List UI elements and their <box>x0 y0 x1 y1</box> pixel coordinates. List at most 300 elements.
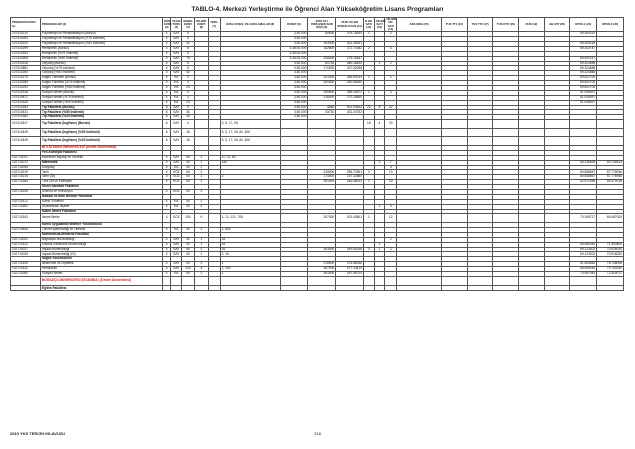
table-cell <box>385 137 397 146</box>
table-cell: 57.776946 <box>597 170 624 175</box>
table-cell: 3.50.000 <box>280 66 308 71</box>
table-cell: 3 <box>385 204 397 209</box>
table-cell: 1 <box>194 242 208 247</box>
table-cell: 3 <box>182 76 195 81</box>
table-cell: 102710260 <box>11 271 41 276</box>
table-cell: 6 <box>162 110 171 115</box>
table-cell: 36 <box>182 110 195 115</box>
table-cell: 61.008597 <box>570 95 597 100</box>
table-cell: 2 <box>363 170 374 175</box>
empty-cell <box>519 286 545 291</box>
table-cell <box>208 120 220 129</box>
table-cell: 107410263 <box>11 37 41 42</box>
table-cell: 431.23752 <box>336 110 364 115</box>
table-cell: 5 <box>182 46 195 51</box>
table-cell <box>597 120 624 129</box>
table-cell: Moleküler Biyoloji ve Genetik <box>40 155 162 160</box>
table-cell: Fizyoterapi ve Rehabilitasyon (Burslu) <box>40 32 162 37</box>
table-cell: 107410303 <box>11 51 41 56</box>
section-label: İktisadi ve İdari Bilimler Fakültesi <box>41 194 93 199</box>
table-cell: SAY <box>171 56 182 61</box>
table-cell <box>467 137 493 146</box>
table-cell <box>597 137 624 146</box>
table-cell: 1 <box>194 160 208 165</box>
table-cell: 65.138828 <box>570 160 597 165</box>
table-cell: 5 <box>182 51 195 56</box>
table-cell <box>442 128 468 137</box>
table-cell: 69.324689 <box>570 61 597 66</box>
footer-page-number: 318 <box>314 431 321 436</box>
table-cell: 13 <box>385 170 397 175</box>
table-cell: 61.064682 <box>570 262 597 267</box>
program-row <box>11 120 624 129</box>
column-header: OK.BİR. SAYI (13) <box>374 18 385 32</box>
table-cell: 170000 <box>308 66 336 71</box>
empty-cell <box>182 276 195 286</box>
empty-cell <box>493 276 519 286</box>
table-cell: EA <box>171 76 182 81</box>
table-cell: 24 <box>182 100 195 105</box>
table-cell <box>493 128 519 137</box>
empty-cell <box>570 286 597 291</box>
table-cell: EA <box>171 95 182 100</box>
program-row <box>11 128 624 137</box>
table-cell: 2 <box>385 247 397 252</box>
table-cell: 2 <box>385 237 397 242</box>
table-cell: 2 <box>363 46 374 51</box>
table-cell: 5 <box>182 61 195 66</box>
table-cell <box>336 128 364 137</box>
empty-cell <box>280 276 308 286</box>
table-cell: 249.60246 <box>336 247 364 252</box>
table-cell: 69.302747 <box>570 46 597 51</box>
table-cell: 107410326 <box>11 100 41 105</box>
table-cell: 107410871 <box>11 95 41 100</box>
table-cell <box>363 137 374 146</box>
table-cell: 4 <box>162 56 171 61</box>
table-cell: SAY <box>171 46 182 51</box>
table-cell: SÖZ <box>171 180 182 185</box>
table-cell: 60 <box>182 247 195 252</box>
table-cell: Bilgisayar Mühendisliği <box>40 237 162 242</box>
table-cell: SÖZ <box>171 190 182 195</box>
table-cell: 33730 <box>308 110 336 115</box>
table-cell <box>397 120 442 129</box>
table-cell: SÖZ <box>171 175 182 180</box>
table-cell: 102710034 <box>11 165 41 170</box>
table-cell: 285.50134 <box>336 76 364 81</box>
table-cell: 30 <box>182 237 195 242</box>
table-cell: 260.58050 <box>336 81 364 86</box>
table-cell: SAY <box>171 41 182 46</box>
table-cell: 102710249 <box>11 190 41 195</box>
table-cell: 30 <box>385 120 397 129</box>
column-header: DUS (19) <box>519 18 545 32</box>
table-cell <box>493 137 519 146</box>
table-cell: 6 <box>162 120 171 129</box>
table-cell: 1 <box>194 237 208 242</box>
programs-table <box>10 17 624 291</box>
table-cell: 107410293 <box>11 85 41 90</box>
table-cell: SAY <box>171 71 182 76</box>
table-cell: 79.740290 <box>597 267 624 272</box>
table-cell: 5 <box>182 32 195 37</box>
empty-cell <box>385 276 397 286</box>
empty-cell <box>467 286 493 291</box>
table-cell: 4 <box>162 199 171 204</box>
column-header: AB AYP (20) <box>544 18 570 32</box>
table-cell: 3, 5, 17, 28, 60, 800 <box>220 137 280 146</box>
table-cell: 256.73351 <box>336 170 364 175</box>
table-cell: 6 <box>162 137 171 146</box>
empty-cell <box>308 286 336 291</box>
table-cell: 5 <box>182 37 195 42</box>
table-cell: SAY <box>171 237 182 242</box>
table-cell: EA <box>171 90 182 95</box>
table-cell: SAY <box>171 66 182 71</box>
table-cell: 3 <box>182 95 195 100</box>
table-cell: EA <box>171 204 182 209</box>
table-cell: Turizm İşletmeciliği ve Otelcilik <box>40 227 162 232</box>
empty-cell <box>493 286 519 291</box>
section-label: Kamu Uygulamalı Bilimler Yüksekokulu <box>41 222 102 227</box>
table-cell: 71.393500 <box>597 242 624 247</box>
column-header: 2018 YILI EN DÜŞÜK PUAN (11) <box>336 18 364 32</box>
table-cell: 208000 <box>308 56 336 61</box>
table-cell: Odyoloji (Burslu) <box>40 61 162 66</box>
table-cell: Tıp Fakültesi (Burslu) <box>40 105 162 110</box>
table-cell: Tıp Fakültesi (İngilizce) (Burslu) <box>40 120 162 129</box>
empty-cell <box>397 276 442 286</box>
table-cell: 4560 <box>308 105 336 110</box>
table-cell: Matematik <box>40 160 162 165</box>
table-cell: 3.38.00.000 <box>280 46 308 51</box>
empty-cell <box>374 276 385 286</box>
table-cell: 4 <box>162 76 171 81</box>
table-cell: 3, 5, 17, 28 <box>220 120 280 129</box>
empty-cell <box>220 286 280 291</box>
table-cell: SAY <box>171 242 182 247</box>
table-cell: 2 <box>194 271 208 276</box>
empty-cell <box>544 286 570 291</box>
table-cell: 107410881 <box>11 66 41 71</box>
program-row <box>11 214 624 223</box>
section-label: Eğitim Fakültesi <box>41 285 67 290</box>
table-cell: 69.309319 <box>570 32 597 37</box>
table-cell: Sosyal Hizmet (%50 İndirimli) <box>40 100 162 105</box>
table-cell: 316000 <box>308 95 336 100</box>
table-cell: 102710264 <box>11 180 41 185</box>
table-cell: 102710025 <box>11 252 41 257</box>
table-cell: 62.971555 <box>570 180 597 185</box>
table-cell: Sosyal Hizmet (Burslu) <box>40 90 162 95</box>
table-cell: 280.48012 <box>336 180 364 185</box>
table-cell: 4 <box>385 165 397 170</box>
table-cell: 4 <box>162 175 171 180</box>
table-cell: Sosyal Hizmet <box>40 271 162 276</box>
table-cell <box>194 128 208 137</box>
table-cell <box>208 137 220 146</box>
table-cell: 277.14410 <box>336 267 364 272</box>
table-cell: 3.60.000 <box>280 76 308 81</box>
table-cell: 107410449 <box>11 137 41 146</box>
table-cell: 70.916030 <box>597 247 624 252</box>
table-cell: Tıp Fakültesi (%50 İndirimli) <box>40 110 162 115</box>
table-cell: SAY <box>171 128 182 137</box>
table-cell <box>280 137 308 146</box>
table-cell <box>544 120 570 129</box>
table-cell: İnşaat Mühendisliği (İÖ) <box>40 252 162 257</box>
table-cell: 102710132 <box>11 267 41 272</box>
table-cell: 107410431 <box>11 110 41 115</box>
table-cell: Elektrik-Elektronik Mühendisliği <box>40 242 162 247</box>
table-cell: 3.50.000 <box>280 71 308 76</box>
table-cell: 3.38.00.000 <box>280 56 308 61</box>
section-row <box>11 286 624 291</box>
faculty-name <box>40 286 162 291</box>
table-cell: Uluslararası İlişkiler <box>40 204 162 209</box>
table-cell: Hemşirelik <box>40 267 162 272</box>
table-cell: SAY <box>171 32 182 37</box>
section-label: BİTLİS EREN ÜNİVERSİTESİ (Devlet Üniversitesi) <box>41 145 117 150</box>
section-label: İslami İlimler Fakültesi <box>41 208 76 213</box>
empty-cell <box>442 276 468 286</box>
table-cell: 2 <box>194 199 208 204</box>
table-cell: 107410289 <box>11 81 41 86</box>
table-cell: 102710281 <box>11 204 41 209</box>
table-cell: 4 <box>162 247 171 252</box>
table-cell: 60.568667 <box>570 175 597 180</box>
empty-cell <box>208 286 220 291</box>
column-header: KPSS-2 (22) <box>597 18 624 32</box>
table-cell: 102710021 <box>11 237 41 242</box>
empty-cell <box>570 276 597 286</box>
table-cell: 4 <box>162 214 171 223</box>
table-cell: Hemşirelik (Burslu) <box>40 46 162 51</box>
table-cell <box>442 137 468 146</box>
table-cell: 3.60.000 <box>280 95 308 100</box>
table-cell <box>336 137 364 146</box>
table-cell: 64.965344 <box>570 242 597 247</box>
table-cell: 1 <box>220 271 280 276</box>
table-cell: 351000 <box>308 180 336 185</box>
table-cell: 4 <box>162 204 171 209</box>
table-cell: 263000 <box>308 247 336 252</box>
table-cell: 72.400072 <box>597 271 624 276</box>
empty-cell <box>11 286 41 291</box>
table-cell: EA <box>171 227 182 232</box>
table-cell: 16 <box>220 237 280 242</box>
table-cell: 69.900247 <box>570 56 597 61</box>
table-cell: 153000 <box>308 41 336 46</box>
table-cell: 3.50.000 <box>280 32 308 37</box>
table-cell: 69.487009 <box>597 214 624 223</box>
table-cell: 102710112 <box>11 199 41 204</box>
table-cell <box>467 120 493 129</box>
table-cell: 1, 160 <box>220 267 280 272</box>
table-cell: 76 <box>182 56 195 61</box>
table-cell: 102710219 <box>11 170 41 175</box>
table-cell: 35 <box>182 115 195 120</box>
table-cell: Sinema ve Televizyon <box>40 190 162 195</box>
table-cell: 5 <box>182 66 195 71</box>
empty-cell <box>194 276 208 286</box>
table-cell: 12 <box>385 214 397 223</box>
table-cell: 1 <box>363 90 374 95</box>
table-cell: SÖZ <box>171 170 182 175</box>
table-cell: 4 <box>162 61 171 66</box>
table-cell: 69.502700 <box>570 85 597 90</box>
table-cell <box>397 137 442 146</box>
table-cell: EA <box>171 100 182 105</box>
table-cell <box>397 214 442 223</box>
table-cell: EA <box>171 199 182 204</box>
table-cell: 162800 <box>308 46 336 51</box>
table-cell: 272.71582 <box>336 46 364 51</box>
table-cell: 501.93452 <box>336 105 364 110</box>
table-cell: 60 <box>182 180 195 185</box>
column-header: TUS TT2 (17) <box>467 18 493 32</box>
table-cell: SAY <box>171 51 182 56</box>
table-cell: Tarih <box>40 170 162 175</box>
table-cell: 102710122 <box>11 242 41 247</box>
table-cell: 4 <box>162 160 171 165</box>
table-cell: 361000 <box>308 271 336 276</box>
section-label: Sağlık Yüksekokulu <box>41 256 72 261</box>
table-cell: 4 <box>162 227 171 232</box>
table-cell: 1 <box>220 262 280 267</box>
table-cell: SAY <box>171 115 182 120</box>
table-cell <box>570 128 597 137</box>
table-cell: 30 <box>182 165 195 170</box>
table-cell: 107410354 <box>11 105 41 110</box>
empty-cell <box>385 286 397 291</box>
table-cell: 327.62098 <box>336 66 364 71</box>
table-cell: 69.324688 <box>570 71 597 76</box>
empty-cell <box>467 276 493 286</box>
empty-cell <box>220 276 280 286</box>
table-cell: 257.95724 <box>336 271 364 276</box>
table-cell: 4 <box>162 32 171 37</box>
table-cell: 59.736514 <box>597 160 624 165</box>
column-header: K.OK. SAYI (12) <box>363 18 374 32</box>
table-cell <box>280 120 308 129</box>
table-cell: İnşaat Mühendisliği <box>40 247 162 252</box>
table-cell: 1 <box>363 32 374 37</box>
table-cell: Sosyoloji <box>40 165 162 170</box>
table-cell: 4 <box>162 100 171 105</box>
table-cell: 20 <box>363 105 374 110</box>
table-cell <box>519 128 545 137</box>
table-cell <box>519 214 545 223</box>
table-cell <box>544 137 570 146</box>
empty-cell <box>363 286 374 291</box>
table-cell: 107410363 <box>11 115 41 120</box>
table-cell: 4 <box>162 51 171 56</box>
table-cell: 4 <box>162 81 171 86</box>
table-cell <box>374 128 385 137</box>
table-cell: 1 <box>374 242 385 247</box>
table-cell: 80630 <box>308 32 336 37</box>
section-label: Güzel Sanatlar Fakültesi <box>41 184 79 189</box>
empty-cell <box>397 286 442 291</box>
table-cell: 50 <box>182 262 195 267</box>
table-cell: 69.123402 <box>570 247 597 252</box>
table-cell: 60 <box>182 155 195 160</box>
table-cell: 107410280 <box>11 71 41 76</box>
empty-cell <box>597 276 624 286</box>
table-cell: SAY <box>171 137 182 146</box>
table-cell: 3.60.000 <box>280 90 308 95</box>
table-cell: 1 <box>363 214 374 223</box>
table-cell: 57.776946 <box>597 175 624 180</box>
table-cell: 1 <box>374 204 385 209</box>
table-cell: 30 <box>182 227 195 232</box>
table-cell: 30 <box>182 242 195 247</box>
table-cell: 2 <box>194 247 208 252</box>
table-cell: 1, 840 <box>220 227 280 232</box>
table-cell: 61.008597 <box>570 100 597 105</box>
table-cell: 1 <box>374 247 385 252</box>
empty-cell <box>182 286 195 291</box>
table-cell: 16 <box>220 242 280 247</box>
table-cell: 11, 21, 80 <box>220 155 280 160</box>
table-cell: 4 <box>162 41 171 46</box>
table-cell: 3.50.000 <box>280 61 308 66</box>
table-cell: 275.56046 <box>336 262 364 267</box>
table-cell: 66.906416 <box>570 267 597 272</box>
table-cell: 4 <box>162 165 171 170</box>
table-cell: Odyoloji (%75 İndirimli) <box>40 66 162 71</box>
table-cell: 4 <box>162 46 171 51</box>
table-cell <box>194 137 208 146</box>
table-cell: SAY <box>171 61 182 66</box>
table-cell: Tarih (İÖ) <box>40 175 162 180</box>
table-cell: 107410316 <box>11 61 41 66</box>
table-cell: 4 <box>162 267 171 272</box>
column-header: PROGRAM ADI (2) <box>40 18 162 32</box>
table-cell <box>544 128 570 137</box>
empty-cell <box>280 286 308 291</box>
table-cell <box>467 128 493 137</box>
table-cell: 1 <box>363 76 374 81</box>
table-cell: 18 <box>182 137 195 146</box>
table-cell <box>280 128 308 137</box>
column-header: TUS KTP (18) <box>493 18 519 32</box>
table-cell: 4 <box>162 85 171 90</box>
table-cell: 40 <box>182 71 195 76</box>
table-cell: 32 <box>385 105 397 110</box>
table-cell: 50 <box>182 190 195 195</box>
empty-cell <box>336 286 364 291</box>
table-cell <box>442 214 468 223</box>
empty-cell <box>11 276 41 286</box>
table-cell: 4 <box>374 120 385 129</box>
table-cell: 1, 12, 121, 706 <box>220 214 280 223</box>
table-cell: 102710215 <box>11 175 41 180</box>
section-label: Mühendislik-Mimarlık Fakültesi <box>41 231 90 236</box>
table-cell <box>374 214 385 223</box>
table-cell: 107410225 <box>11 41 41 46</box>
table-cell: 6 <box>162 105 171 110</box>
table-cell: EA <box>171 165 182 170</box>
table-cell: 69.502700 <box>570 81 597 86</box>
table-cell <box>597 128 624 137</box>
table-cell: 3.38.00.000 <box>280 51 308 56</box>
column-header: ARA SIRA (15) <box>397 18 442 32</box>
header-row <box>11 18 624 32</box>
table-cell: 60.568667 <box>570 170 597 175</box>
